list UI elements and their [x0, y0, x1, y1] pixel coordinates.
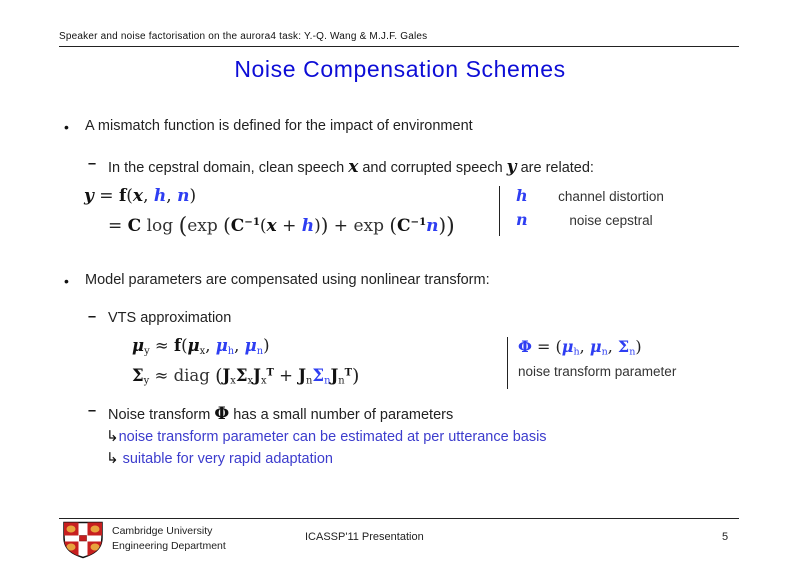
- return-arrow-icon: ↳: [106, 427, 119, 445]
- footer-presentation-title: ICASSP'11 Presentation: [305, 531, 424, 543]
- equation-mismatch-line1: y = f(x, h, n): [84, 186, 197, 206]
- org-department: Engineering Department: [112, 539, 226, 552]
- equation-phi-definition: Φ = (μh, μn, Σn): [518, 337, 642, 358]
- bullet-model-parameters: Model parameters are compensated using nonlinear transform:: [85, 272, 490, 288]
- dash-glyph: –: [88, 309, 97, 325]
- page-title: Noise Compensation Schemes: [234, 56, 566, 82]
- equation-vts-mean: μy ≈ f(μx, μh, μn): [132, 336, 270, 357]
- footer-organization: [112, 524, 226, 553]
- legend-row-h: [516, 186, 676, 205]
- label-channel-distortion: channel distortion: [558, 189, 664, 204]
- footer-rule: [59, 518, 739, 519]
- followup-arrow-item: [106, 449, 333, 468]
- page-number: 5: [722, 531, 729, 543]
- legend-row-n: [516, 210, 676, 229]
- equation-mismatch-line2: = C log (exp $(C^{-1}(x + h)) + \exp (C^{-1}n)$): [108, 213, 455, 239]
- cambridge-crest-icon: [62, 521, 104, 559]
- symbol-n: n: [516, 210, 528, 229]
- symbol-h: h: [516, 186, 528, 205]
- org-name: Cambridge University: [112, 525, 213, 537]
- header-rule: [59, 46, 739, 47]
- legend-divider-bar: [507, 337, 508, 389]
- followup-text-rapid-adaptation: suitable for very rapid adaptation: [118, 451, 333, 467]
- label-noise-transform-parameter: noise transform parameter: [518, 363, 677, 379]
- subitem-vts-approximation: VTS approximation: [108, 310, 232, 326]
- followup-arrow-item: [106, 427, 547, 446]
- bullet-glyph: •: [64, 119, 69, 135]
- dash-glyph: –: [88, 403, 97, 419]
- return-arrow-icon: ↳: [106, 449, 119, 467]
- legend-divider-bar: [499, 186, 500, 236]
- bullet-glyph: •: [64, 273, 69, 289]
- dash-glyph: –: [88, 156, 97, 172]
- legend-noise-transform: [507, 337, 676, 389]
- bullet-mismatch-function: A mismatch function is defined for the impact of environment: [85, 118, 473, 134]
- equation-vts-covariance: Σy ≈ diag (JxΣxJx$^T$ + JnΣnJn$^T$): [132, 365, 360, 387]
- subitem-noise-transform-parameters: Noise transform Φ has a small number of parameters: [108, 404, 454, 424]
- followup-text-per-utterance: noise transform parameter can be estimated at per utterance basis: [118, 429, 547, 445]
- legend-channel-noise: [499, 186, 676, 236]
- subitem-cepstral-domain: In the cepstral domain, clean speech x and corrupted speech y are related:: [108, 157, 594, 177]
- header-title: Speaker and noise factorisation on the aurora4 task: Y.-Q. Wang & M.J.F. Gales: [59, 31, 428, 42]
- label-noise-cepstral: noise cepstral: [569, 213, 653, 228]
